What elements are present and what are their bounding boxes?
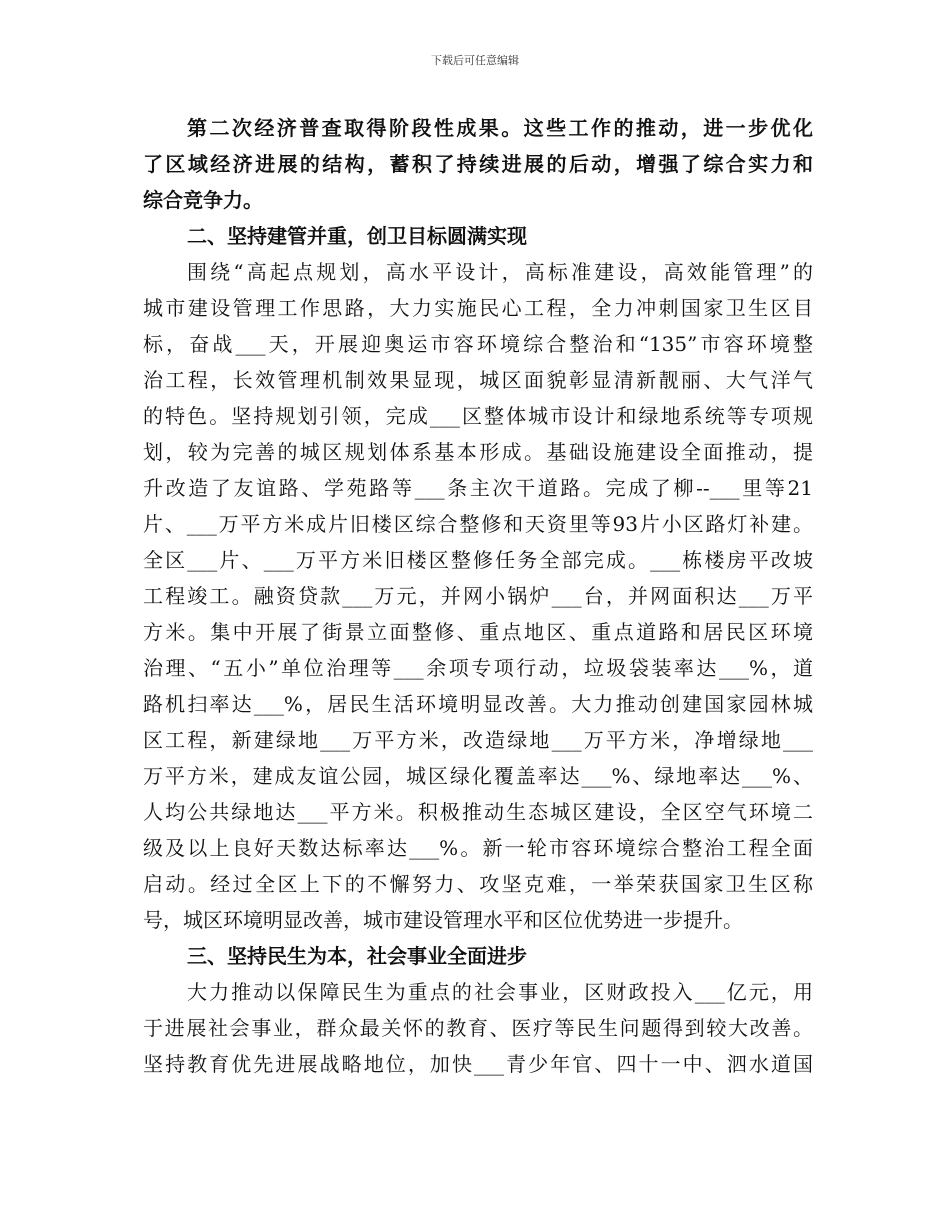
- paragraph-line: 了区域经济进展的结构，蓄积了持续进展的后动，增强了综合实力和: [143, 152, 813, 176]
- paragraph-line: 坚持教育优先进展战略地位，加快___青少年官、四十一中、泗水道国: [143, 1052, 813, 1076]
- section-heading: 三、坚持民生为本，社会事业全面进步: [187, 944, 527, 968]
- paragraph-line: 启动。经过全区上下的不懈努力、攻坚克难，一举荣获国家卫生区称: [143, 872, 813, 896]
- paragraph-line: 工程竣工。融资贷款___万元，并网小锅炉___台，并网面积达___万平: [143, 584, 813, 608]
- paragraph-line: 第二次经济普查取得阶段性成果。这些工作的推动，进一步优化: [187, 116, 813, 140]
- document-body: [143, 110, 813, 1082]
- paragraph-line: 人均公共绿地达___平方米。积极推动生态城区建设，全区空气环境二: [143, 800, 813, 824]
- paragraph-line: 城市建设管理工作思路，大力实施民心工程，全力冲刺国家卫生区目: [143, 296, 813, 320]
- paragraph-line: 大力推动以保障民生为重点的社会事业，区财政投入___亿元，用: [187, 980, 813, 1004]
- paragraph-line: 治理、“五小”单位治理等___余项专项行动，垃圾袋装率达___%，道: [143, 656, 813, 680]
- paragraph-line: 级及以上良好天数达标率达___%。新一轮市容环境综合整治工程全面: [143, 836, 813, 860]
- paragraph-line: 标，奋战___天，开展迎奥运市容环境综合整治和“135”市容环境整: [143, 332, 813, 356]
- paragraph-line: 治工程，长效管理机制效果显现，城区面貌彰显清新靓丽、大气洋气: [143, 368, 813, 392]
- paragraph-line: 万平方米，建成友谊公园，城区绿化覆盖率达___%、绿地率达___%、: [143, 764, 813, 788]
- paragraph-line: 方米。集中开展了街景立面整修、重点地区、重点道路和居民区环境: [143, 620, 813, 644]
- paragraph-line: 号，城区环境明显改善，城市建设管理水平和区位优势进一步提升。: [143, 908, 743, 932]
- paragraph-line: 的特色。坚持规划引领，完成___区整体城市设计和绿地系统等专项规: [143, 404, 813, 428]
- paragraph-line: 于进展社会事业，群众最关怀的教育、医疗等民生问题得到较大改善。: [143, 1016, 813, 1040]
- paragraph-line: 路机扫率达___%，居民生活环境明显改善。大力推动创建国家园林城: [143, 692, 813, 716]
- paragraph-line: 区工程，新建绿地___万平方米，改造绿地___万平方米，净增绿地___: [143, 728, 813, 752]
- paragraph-line: 综合竞争力。: [143, 188, 263, 212]
- paragraph-line: 全区___片、___万平方米旧楼区整修任务全部完成。___栋楼房平改坡: [143, 548, 813, 572]
- paragraph-line: 围绕“高起点规划，高水平设计，高标准建设，高效能管理”的: [187, 260, 813, 284]
- section-heading: 二、坚持建管并重，创卫目标圆满实现: [187, 224, 527, 248]
- paragraph-line: 片、___万平方米成片旧楼区综合整修和天资里等93片小区路灯补建。: [143, 512, 813, 536]
- paragraph-line: 升改造了友谊路、学苑路等___条主次干道路。完成了柳--___里等21: [143, 476, 813, 500]
- paragraph-line: 划，较为完善的城区规划体系基本形成。基础设施建设全面推动，提: [143, 440, 813, 464]
- page-header: 下载后可任意编辑: [431, 54, 519, 67]
